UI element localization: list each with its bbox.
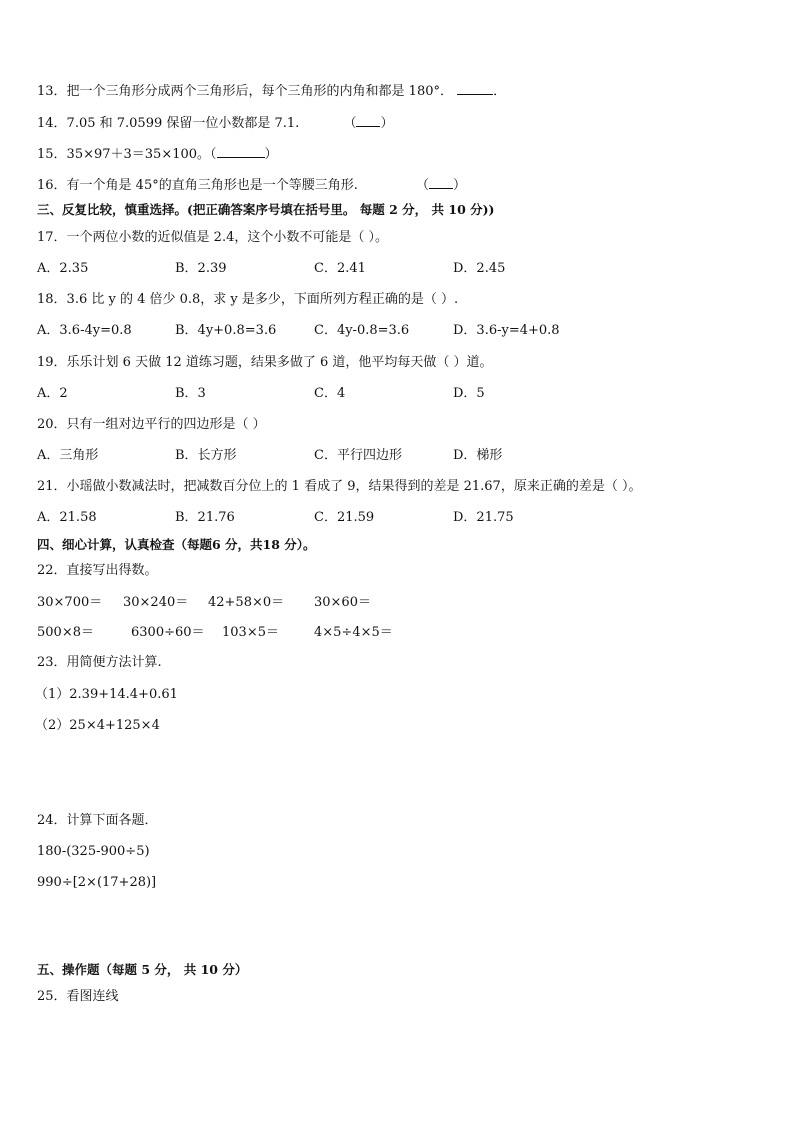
question-15: 15．35×97＋3＝35×100。（ ） [37,147,278,162]
question-22: 22．直接写出得数。 [37,563,158,578]
question-14: 14．7.05 和 7.0599 保留一位小数都是 7.1. （ ） [37,116,394,131]
q22-item-4: 30×60＝ [314,595,371,610]
question-18: 18．3.6 比 y 的 4 倍少 0.8，求 y 是多少，下面所列方程正确的是（ ）. [37,292,459,307]
q21-option-d[interactable]: D．21.75 [453,510,514,525]
q22-item-6: 6300÷60＝ [131,625,205,640]
answer-blank-16[interactable] [429,176,453,189]
q23-item-1: （1）2.39+14.4+0.61 [35,687,178,702]
q22-item-3: 42+58×0＝ [208,595,285,610]
section-5-heading: 五、操作题（每题 5 分， 共 10 分） [37,962,248,977]
q22-item-8: 4×5÷4×5＝ [314,625,393,640]
answer-blank-14[interactable] [356,114,380,127]
q22-item-2: 30×240＝ [123,595,189,610]
question-25: 25．看图连线 [37,989,119,1004]
q17-option-b[interactable]: B．2.39 [175,261,227,276]
q18-option-b[interactable]: B．4y+0.8=3.6 [175,323,277,338]
q19-option-c[interactable]: C．4 [314,386,346,401]
question-15-text: 15．35×97＋3＝35×100。（ [37,147,217,162]
question-17: 17．一个两位小数的近似值是 2.4，这个小数不可能是（ ）。 [37,230,388,245]
section-4-heading: 四、细心计算，认真检查（每题6 分，共18 分）。 [37,537,316,552]
q21-option-a[interactable]: A．21.58 [37,510,97,525]
q20-option-c[interactable]: C．平行四边形 [314,448,402,463]
q23-item-2: （2）25×4+125×4 [35,718,160,733]
q18-option-c[interactable]: C．4y-0.8=3.6 [314,323,410,338]
q21-option-c[interactable]: C．21.59 [314,510,375,525]
q20-option-b[interactable]: B．长方形 [175,448,237,463]
answer-blank-15[interactable] [217,145,265,158]
answer-blank-13[interactable] [457,82,493,95]
q24-item-1: 180-(325-900÷5) [37,844,150,859]
q22-item-7: 103×5＝ [222,625,279,640]
q24-item-2: 990÷[2×(17+28)] [37,875,157,890]
q17-option-c[interactable]: C．2.41 [314,261,366,276]
question-24: 24．计算下面各题． [37,813,158,828]
question-16: 16．有一个角是 45°的直角三角形也是一个等腰三角形. （ ） [37,178,467,193]
section-3-heading: 三、反复比较，慎重选择。(把正确答案序号填在括号里。 每题 2 分， 共 10 分)) [37,202,495,217]
question-20: 20．只有一组对边平行的四边形是（ ） [37,417,266,432]
q18-option-a[interactable]: A．3.6-4y=0.8 [37,323,132,338]
q18-option-d[interactable]: D．3.6-y=4+0.8 [453,323,560,338]
q22-item-1: 30×700＝ [37,595,103,610]
q21-option-b[interactable]: B．21.76 [175,510,235,525]
q19-option-b[interactable]: B．3 [175,386,206,401]
question-21: 21．小瑶做小数减法时，把减数百分位上的 1 看成了 9，结果得到的差是 21.67，原来正确的差是（ ）。 [37,479,642,494]
q19-option-a[interactable]: A．2 [37,386,68,401]
q20-option-a[interactable]: A．三角形 [37,448,99,463]
question-13-text: 13．把一个三角形分成两个三角形后，每个三角形的内角和都是 180°． [37,84,453,99]
question-19: 19．乐乐计划 6 天做 12 道练习题，结果多做了 6 道，他平均每天做（ ）道。 [37,355,493,370]
q17-option-a[interactable]: A．2.35 [37,261,89,276]
question-14-text: 14．7.05 和 7.0599 保留一位小数都是 7.1. [37,116,300,131]
question-13: 13．把一个三角形分成两个三角形后，每个三角形的内角和都是 180°． ． [37,84,507,99]
question-23: 23．用简便方法计算. [37,655,162,670]
q17-option-d[interactable]: D．2.45 [453,261,506,276]
q19-option-d[interactable]: D．5 [453,386,485,401]
q20-option-d[interactable]: D．梯形 [453,448,503,463]
question-16-text: 16．有一个角是 45°的直角三角形也是一个等腰三角形. [37,178,358,193]
q22-item-5: 500×8＝ [37,625,94,640]
